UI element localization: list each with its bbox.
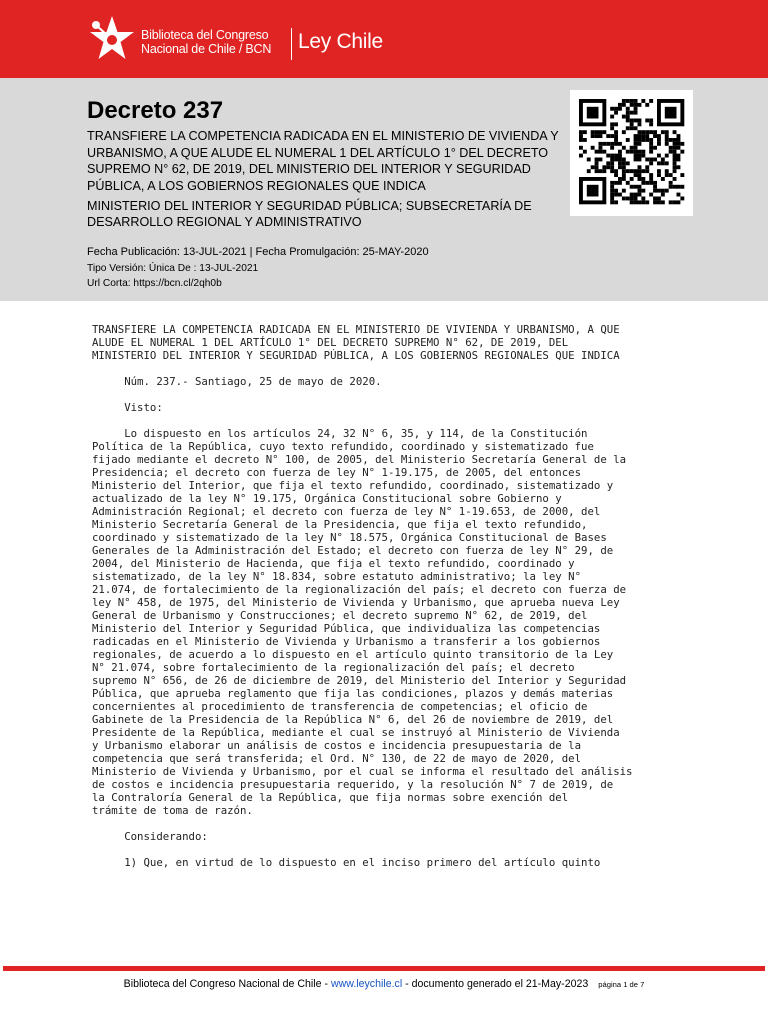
header-bar (0, 0, 768, 78)
bcn-star-logo-icon (86, 14, 138, 62)
footer-prefix: Biblioteca del Congreso Nacional de Chile - (123, 978, 331, 990)
decree-number-line: Núm. 237.- Santiago, 25 de mayo de 2020. (92, 375, 382, 388)
body-heading: TRANSFIERE LA COMPETENCIA RADICADA EN EL MINISTERIO DE VIVIENDA Y URBANISMO, A QUE ALUDE EL NUMERAL 1 DEL ARTÍCULO 1° DEL DECRETO SUPREMO N° 62, DE 2019, DEL MINISTERIO DEL INTERIOR Y SEGURIDAD PÚBLICA, A LOS GOBIERNOS REGIONALES QUE INDICA (92, 323, 620, 362)
short-url[interactable]: Url Corta: https://bcn.cl/2qh0b (87, 277, 222, 289)
logo-divider (291, 28, 292, 60)
considerando-label: Considerando: (92, 830, 208, 843)
document-body (92, 323, 732, 869)
publication-dates: Fecha Publicación: 13-JUL-2021 | Fecha Promulgación: 25-MAY-2020 (87, 246, 429, 258)
ley-chile-logo[interactable]: Ley Chile (298, 30, 383, 53)
version-type: Tipo Versión: Única De : 13-JUL-2021 (87, 263, 259, 274)
qr-code-icon (570, 90, 693, 216)
considerando-item-1: 1) Que, en virtud de lo dispuesto en el inciso primero del artículo quinto (92, 856, 601, 869)
document-title: Decreto 237 (87, 97, 224, 124)
footer-suffix: - documento generado el 21-May-2023 (402, 978, 589, 990)
visto-label: Visto: (92, 401, 163, 414)
visto-paragraph: Lo dispuesto en los artículos 24, 32 N° 6, 35, y 114, de la Constitución Política de la República, cuyo texto refundido, coordinado y sistematizado fue fijado mediante el decreto N° 100, de 2005, del Ministerio Secretaría General de la Presidencia; el decreto con fuerza de ley N° 1-19.175, de 2005, del entonces Ministerio del Interior, que fija el texto refundido, coordinado, sistematizado y actualizado de la ley N° 19.175, Orgánica Constitucional sobre Gobierno y Administración Regional; el decreto con fuerza de ley N° 1-19.653, de 2000, del Ministerio Secretaría General de la Presidencia, que fija el texto refundido, coordinado y sistematizado de la ley N° 18.575, Orgánica Constitucional de Bases Generales de la Administración del Estado; el decreto con fuerza de ley N° 29, de 2004, del Ministerio de Hacienda, que fija el texto refundido, coordinado y sistematizado, de la ley N° 18.834, sobre estatuto administrativo; la ley N° 21.074, de fortalecimiento de la regionalización del país; el decreto con fuerza de ley N° 458, de 1975, del Ministerio de Vivienda y Urbanismo, que aprueba nueva Ley General de Urbanismo y Construcciones; el decreto supremo N° 62, de 2019, del Ministerio del Interior y Seguridad Pública, que individualiza las competencias radicadas en el Ministerio de Vivienda y Urbanismo a transferir a los gobiernos regionales, de acuerdo a lo dispuesto en el artículo quinto transitorio de la Ley N° 21.074, sobre fortalecimiento de la regionalización del país; el decreto supremo N° 656, de 26 de diciembre de 2019, del Ministerio del Interior y Seguridad Pública, que aprueba reglamento que fija las condiciones, plazos y demás materias concernientes al procedimiento de transferencia de competencias; el oficio de Gabinete de la Presidencia de la República N° 6, del 26 de noviembre de 2019, del Presidente de la República, mediante el cual se instruyó al Ministerio de Vivienda y Urbanismo elaborar un análisis de costos e incidencia presupuestaria de la competencia que será transferida; el Ord. N° 130, de 22 de mayo de 2020, del Ministerio de Vivienda y Urbanismo, por el cual se informa el resultado del análisis de costos e incidencia presupuestaria requerido, y la resolución N° 7 de 2019, de la Contraloría General de la República, que fija normas sobre exención del trámite de toma de razón. (92, 427, 633, 817)
issuing-ministry: MINISTERIO DEL INTERIOR Y SEGURIDAD PÚBLICA; SUBSECRETARÍA DE DESARROLLO REGIONAL Y ADMINISTRATIVO (87, 199, 532, 229)
page-footer (0, 978, 768, 990)
logo-institution-name[interactable]: Biblioteca del Congreso Nacional de Chile / BCN (141, 28, 272, 56)
footer-divider (3, 966, 765, 971)
document-metadata (87, 245, 429, 291)
page-number: página 1 de 7 (598, 980, 645, 989)
footer-link[interactable]: www.leychile.cl (330, 978, 403, 990)
document-subtitle: TRANSFIERE LA COMPETENCIA RADICADA EN EL MINISTERIO DE VIVIENDA Y URBANISMO, A QUE ALUDE EL NUMERAL 1 DEL ARTÍCULO 1° DEL DECRETO SUPREMO N° 62, DE 2019, DEL MINISTERIO DEL INTERIOR Y SEGURIDAD PÚBLICA, A LOS GOBIERNOS REGIONALES QUE INDICA (87, 129, 559, 193)
